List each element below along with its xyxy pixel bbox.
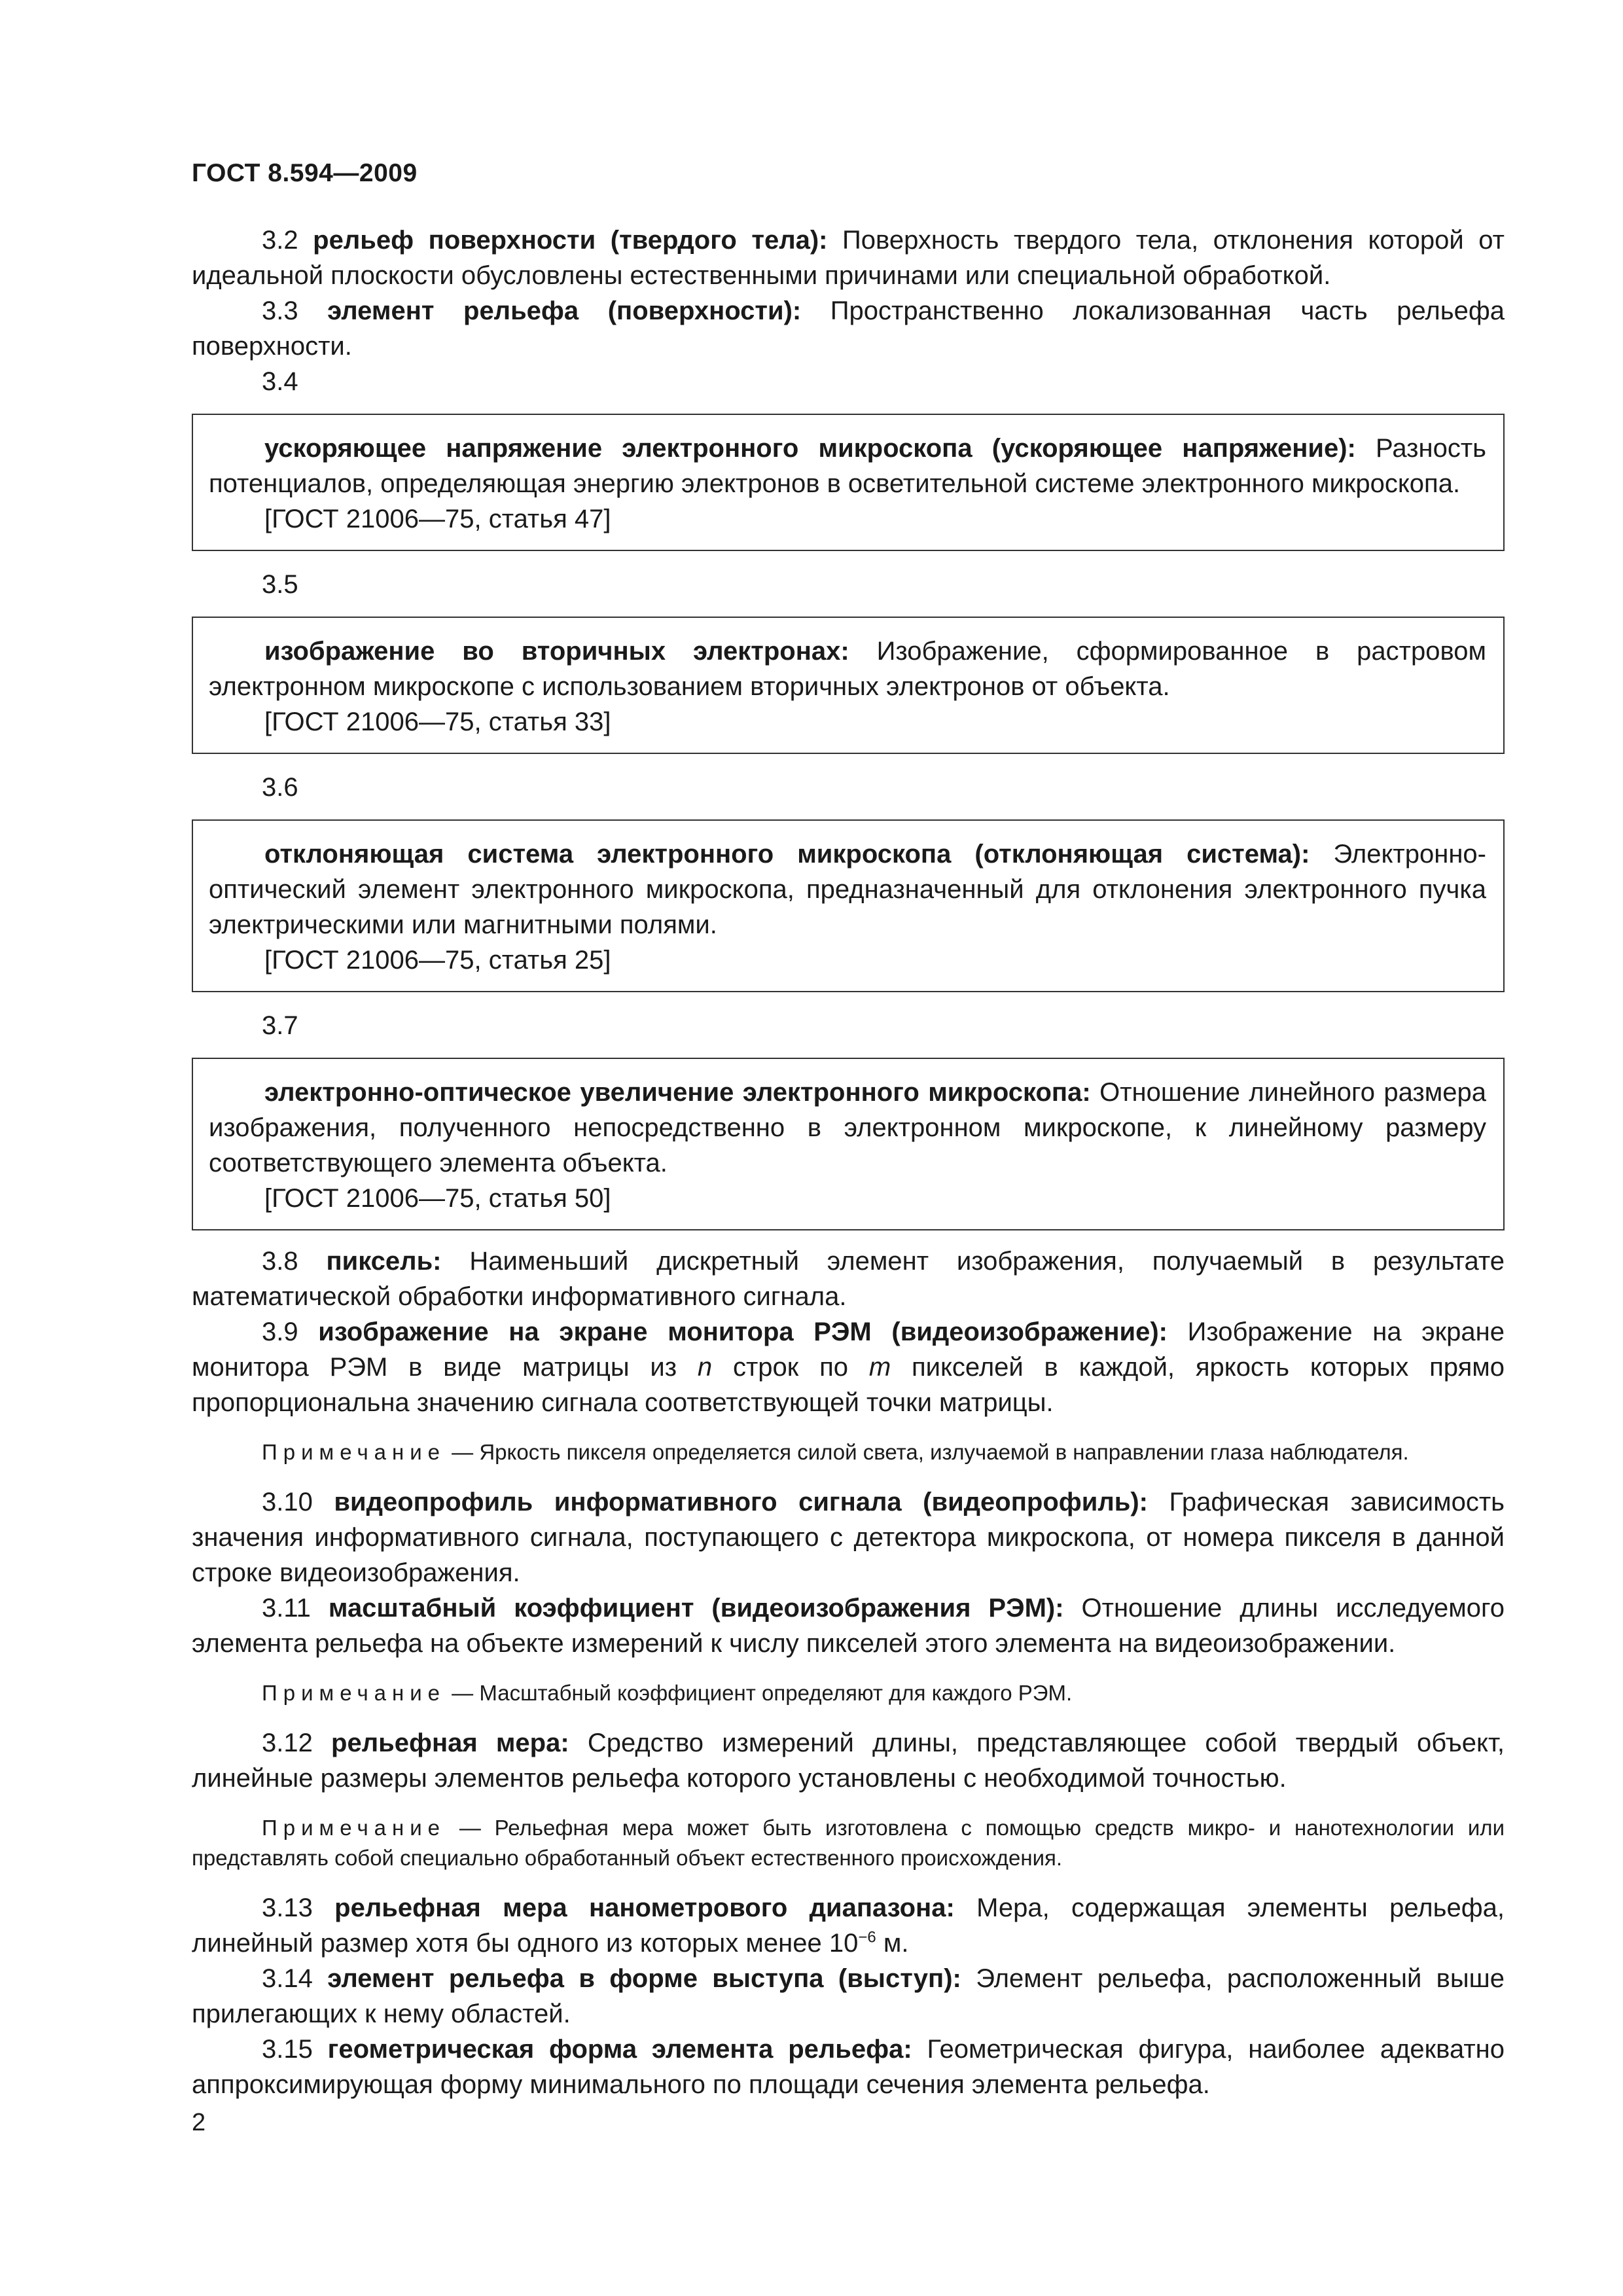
term-3-12	[192, 1725, 1505, 1796]
term-definition: Поверхность твердого тела, отклонения которой от идеальной плоскости обусловлены естественными причинами или специальной обработкой.	[192, 226, 1505, 290]
term-number-3-7: 3.7	[262, 1011, 298, 1040]
term-number: 3.9	[262, 1318, 298, 1346]
term-reference: [ГОСТ 21006—75, статья 47]	[264, 505, 611, 533]
term-definition: строк по	[712, 1353, 869, 1382]
note-label: Примечание	[262, 1440, 446, 1464]
term-title: элемент рельефа в форме выступа (выступ):	[327, 1964, 961, 1993]
term-definition: Электронно-оптический элемент электронного микроскопа, предназначенный для отклонения электронного пучка электрическими или магнитными полями.	[209, 840, 1486, 939]
term-title: рельефная мера нанометрового диапазона:	[334, 1893, 955, 1922]
term-3-4	[209, 431, 1486, 501]
term-box-3-4	[192, 414, 1505, 551]
term-3-3	[192, 293, 1505, 364]
term-definition: Отношение линейного размера изображения, полученного непосредственно в электронном микроскопе, к линейному размеру соответствующего элемента объекта.	[209, 1078, 1486, 1177]
term-title: отклоняющая система электронного микроскопа (отклоняющая система):	[264, 840, 1310, 869]
unit: м.	[876, 1929, 909, 1958]
term-definition: Отношение длины исследуемого элемента рельефа на объекте измерений к числу пикселей этого элемента на видеоизображении.	[192, 1594, 1505, 1658]
term-number: 3.3	[262, 296, 298, 325]
term-definition: Геометрическая фигура, наиболее адекватно аппроксимирующая форму минимального по площади сечения элемента рельефа.	[192, 2035, 1505, 2099]
term-definition: Наименьший дискретный элемент изображения, получаемый в результате математической обработки информативного сигнала.	[192, 1247, 1505, 1311]
term-definition: Мера, содержащая элементы рельефа, линейный размер хотя бы одного из которых менее 10	[192, 1893, 1505, 1958]
exponent: −6	[858, 1928, 876, 1946]
term-title: видеопрофиль информативного сигнала (видеопрофиль):	[334, 1488, 1148, 1516]
term-number-3-4: 3.4	[262, 367, 298, 396]
term-reference: [ГОСТ 21006—75, статья 25]	[264, 946, 611, 975]
term-3-8	[192, 1244, 1505, 1314]
term-box-3-7	[192, 1058, 1505, 1230]
term-title: рельефная мера:	[331, 1729, 569, 1757]
term-3-7	[209, 1075, 1486, 1181]
term-title: рельеф поверхности (твердого тела):	[313, 226, 828, 255]
note-3-12	[192, 1813, 1505, 1873]
term-number-3-5: 3.5	[262, 570, 298, 599]
document-body	[192, 223, 1505, 2102]
note-3-9	[192, 1437, 1505, 1467]
document-header: ГОСТ 8.594—2009	[192, 159, 418, 187]
term-definition: Изображение, сформированное в растровом электронном микроскопе с использованием вторичных электронов от объекта.	[209, 637, 1486, 701]
term-reference: [ГОСТ 21006—75, статья 50]	[264, 1184, 611, 1213]
term-definition: пикселей в каждой, яркость которых прямо пропорциональна значению сигнала соответствующей точки матрицы.	[192, 1353, 1505, 1417]
term-number: 3.11	[262, 1594, 311, 1623]
term-title: изображение на экране монитора РЭМ (видеоизображение):	[318, 1318, 1168, 1346]
page-number: 2	[192, 2109, 206, 2136]
term-definition: Разность потенциалов, определяющая энергию электронов в осветительной системе электронного микроскопа.	[209, 434, 1486, 498]
term-number: 3.13	[262, 1893, 313, 1922]
term-title: пиксель:	[326, 1247, 442, 1276]
term-number: 3.12	[262, 1729, 313, 1757]
term-reference: [ГОСТ 21006—75, статья 33]	[264, 708, 611, 736]
term-definition: Пространственно локализованная часть рельефа поверхности.	[192, 296, 1505, 361]
variable-n: n	[697, 1353, 713, 1382]
term-3-9	[192, 1314, 1505, 1420]
term-box-3-5	[192, 617, 1505, 754]
note-3-11	[192, 1678, 1505, 1708]
term-3-2	[192, 223, 1505, 293]
term-3-10	[192, 1484, 1505, 1590]
term-box-3-6	[192, 819, 1505, 992]
term-definition: Изображение на экране монитора РЭМ в виде матрицы из	[192, 1318, 1505, 1382]
note-label: Примечание	[262, 1681, 446, 1705]
term-3-11	[192, 1590, 1505, 1661]
note-label: Примечание	[262, 1816, 446, 1840]
term-title: геометрическая форма элемента рельефа:	[327, 2035, 912, 2064]
term-title: масштабный коэффициент (видеоизображения РЭМ):	[328, 1594, 1064, 1623]
note-text: — Яркость пикселя определяется силой света, излучаемой в направлении глаза наблюдателя.	[446, 1440, 1409, 1464]
note-text: — Масштабный коэффициент определяют для каждого РЭМ.	[446, 1681, 1073, 1705]
term-3-13	[192, 1890, 1505, 1961]
term-title: электронно-оптическое увеличение электронного микроскопа:	[264, 1078, 1091, 1107]
term-3-15	[192, 2032, 1505, 2102]
term-3-5	[209, 634, 1486, 704]
term-definition: Элемент рельефа, расположенный выше прилегающих к нему областей.	[192, 1964, 1505, 2028]
term-3-14	[192, 1961, 1505, 2032]
term-number: 3.10	[262, 1488, 313, 1516]
term-definition: Графическая зависимость значения информативного сигнала, поступающего с детектора микроскопа, от номера пикселя в данной строке видеоизображения.	[192, 1488, 1505, 1587]
term-definition: Средство измерений длины, представляющее собой твердый объект, линейные размеры элементов рельефа которого установлены с необходимой точностью.	[192, 1729, 1505, 1793]
term-3-6	[209, 836, 1486, 942]
term-title: элемент рельефа (поверхности):	[327, 296, 802, 325]
term-number: 3.2	[262, 226, 298, 255]
term-number: 3.14	[262, 1964, 313, 1993]
term-title: ускоряющее напряжение электронного микроскопа (ускоряющее напряжение):	[264, 434, 1356, 463]
term-number: 3.15	[262, 2035, 313, 2064]
term-number: 3.8	[262, 1247, 298, 1276]
term-number-3-6: 3.6	[262, 773, 298, 802]
note-text: — Рельефная мера может быть изготовлена с помощью средств микро- и нанотехнологии или представлять собой специально обработанный объект естественного происхождения.	[192, 1816, 1505, 1870]
term-title: изображение во вторичных электронах:	[264, 637, 849, 666]
variable-m: m	[868, 1353, 891, 1382]
